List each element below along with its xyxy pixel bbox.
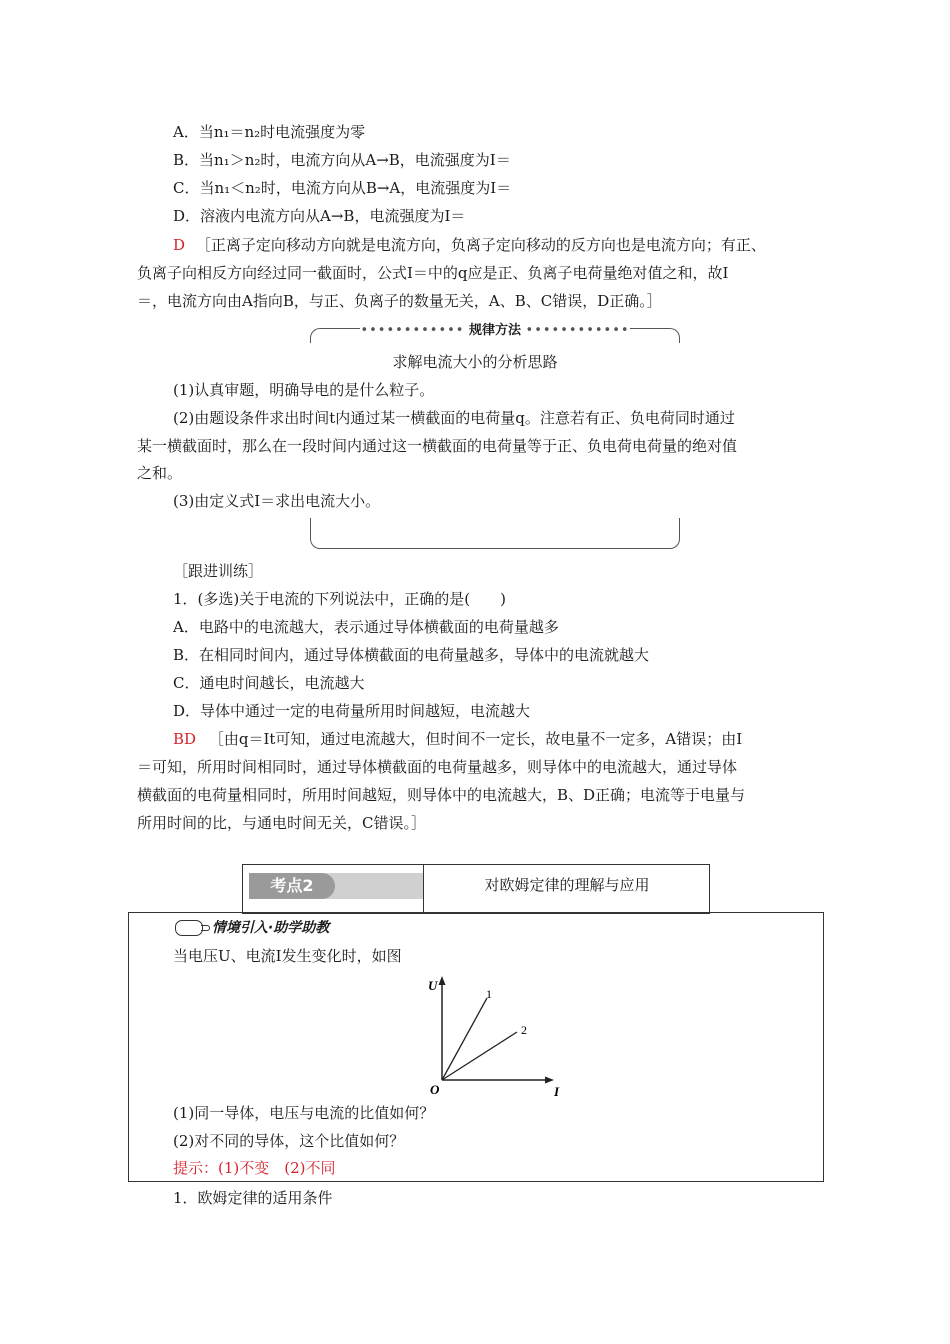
training-option-c: C．通电时间越长，电流越大 (173, 674, 365, 692)
method-box-label: •••••••••••• 规律方法 •••••••••••• (360, 321, 630, 341)
option-b: B．当n₁＞n₂时，电流方向从A→B，电流强度为I＝ (173, 151, 511, 169)
scene-question-2: (2)对不同的导体，这个比值如何？ (173, 1132, 405, 1150)
origin-label: O (430, 1082, 440, 1096)
training-question: 1．(多选)关于电流的下列说法中，正确的是( ) (173, 590, 506, 608)
scene-heading-text: 情境引入·助学助教 (211, 920, 330, 936)
section-tag (249, 873, 423, 899)
line-2-label: 2 (521, 1023, 527, 1037)
method-label-text: 规律方法 (468, 323, 521, 338)
training-option-d: D．导体中通过一定的电荷量所用时间越短，电流越大 (173, 702, 531, 720)
training-option-a: A．电路中的电流越大，表示通过导体横截面的电荷量越多 (173, 618, 559, 636)
scene-hint (173, 1158, 336, 1178)
section-tag-label: 考点2 (249, 873, 335, 899)
training-answer-line-3: 横截面的电荷量相同时，所用时间越短，则导体中的电流越大，B、D正确；电流等于电量与 (137, 786, 746, 804)
line-1 (442, 998, 487, 1080)
section-divider (423, 865, 424, 913)
option-c: C．当n₁＜n₂时，电流方向从B→A，电流强度为I＝ (173, 179, 512, 197)
answer-letter: D (173, 236, 186, 254)
hint-text: (1)不变 (2)不同 (218, 1159, 336, 1177)
line-1-label: 1 (486, 987, 492, 1001)
method-point-3: (3)由定义式I＝求出电流大小。 (173, 492, 381, 510)
method-point-2-line-2: 某一横截面时，那么在一段时间内通过这一横截面的电荷量等于正、负电荷电荷量的绝对值 (137, 437, 738, 455)
hint-label: 提示： (173, 1159, 219, 1177)
footer-heading: 1．欧姆定律的适用条件 (173, 1189, 333, 1207)
u-i-graph (420, 972, 570, 1096)
scene-intro: 当电压U、电流I发生变化时，如图 (173, 947, 402, 965)
method-title: 求解电流大小的分析思路 (392, 353, 558, 371)
method-box-bottom (310, 518, 680, 549)
answer-1-line-1 (173, 235, 766, 255)
section-header (242, 864, 710, 914)
training-option-b: B．在相同时间内，通过导体横截面的电荷量越多，导体中的电流就越大 (173, 646, 650, 664)
training-answer-letter: BD (173, 730, 197, 748)
x-axis-arrow (545, 1077, 554, 1084)
x-axis-label: I (554, 1084, 560, 1096)
answer-1-line-2: 负离子向相反方向经过同一截面时，公式I＝中的q应是正、负离子电荷量绝对值之和，故I (137, 264, 729, 282)
section-title: 对欧姆定律的理解与应用 (484, 876, 650, 894)
line-2 (442, 1032, 517, 1080)
option-a: A．当n₁＝n₂时电流强度为零 (173, 123, 366, 141)
scene-heading (175, 918, 329, 938)
answer-text: ［正离子定向移动方向就是电流方向，负离子定向移动的反方向也是电流方向；有正、 (195, 236, 766, 254)
training-answer-line-1 (173, 729, 742, 749)
training-answer-line-2: ＝可知，所用时间相同时，通过导体横截面的电荷量越多，则导体中的电流越大，通过导体 (137, 758, 738, 776)
method-point-2-line-3: 之和。 (137, 464, 183, 482)
pointing-hand-icon (175, 920, 203, 936)
answer-1-line-3: ＝，电流方向由A指向B，与正、负离子的数量无关，A、B、C错误，D正确。］ (137, 292, 662, 310)
training-header: ［跟进训练］ (173, 562, 264, 580)
training-answer-text: ［由q＝It可知，通过电流越大，但时间不一定长，故电量不一定多，A错误；由I (208, 730, 743, 748)
method-point-2-line-1: (2)由题设条件求出时间t内通过某一横截面的电荷量q。注意若有正、负电荷同时通过 (173, 409, 735, 427)
option-d: D．溶液内电流方向从A→B，电流强度为I＝ (173, 207, 466, 225)
training-answer-line-4: 所用时间的比，与通电时间无关，C错误。］ (137, 814, 426, 832)
scene-question-1: (1)同一导体，电压与电流的比值如何？ (173, 1104, 435, 1122)
y-axis-label: U (428, 978, 438, 993)
y-axis-arrow (439, 976, 446, 985)
method-point-1: (1)认真审题，明确导电的是什么粒子。 (173, 381, 435, 399)
